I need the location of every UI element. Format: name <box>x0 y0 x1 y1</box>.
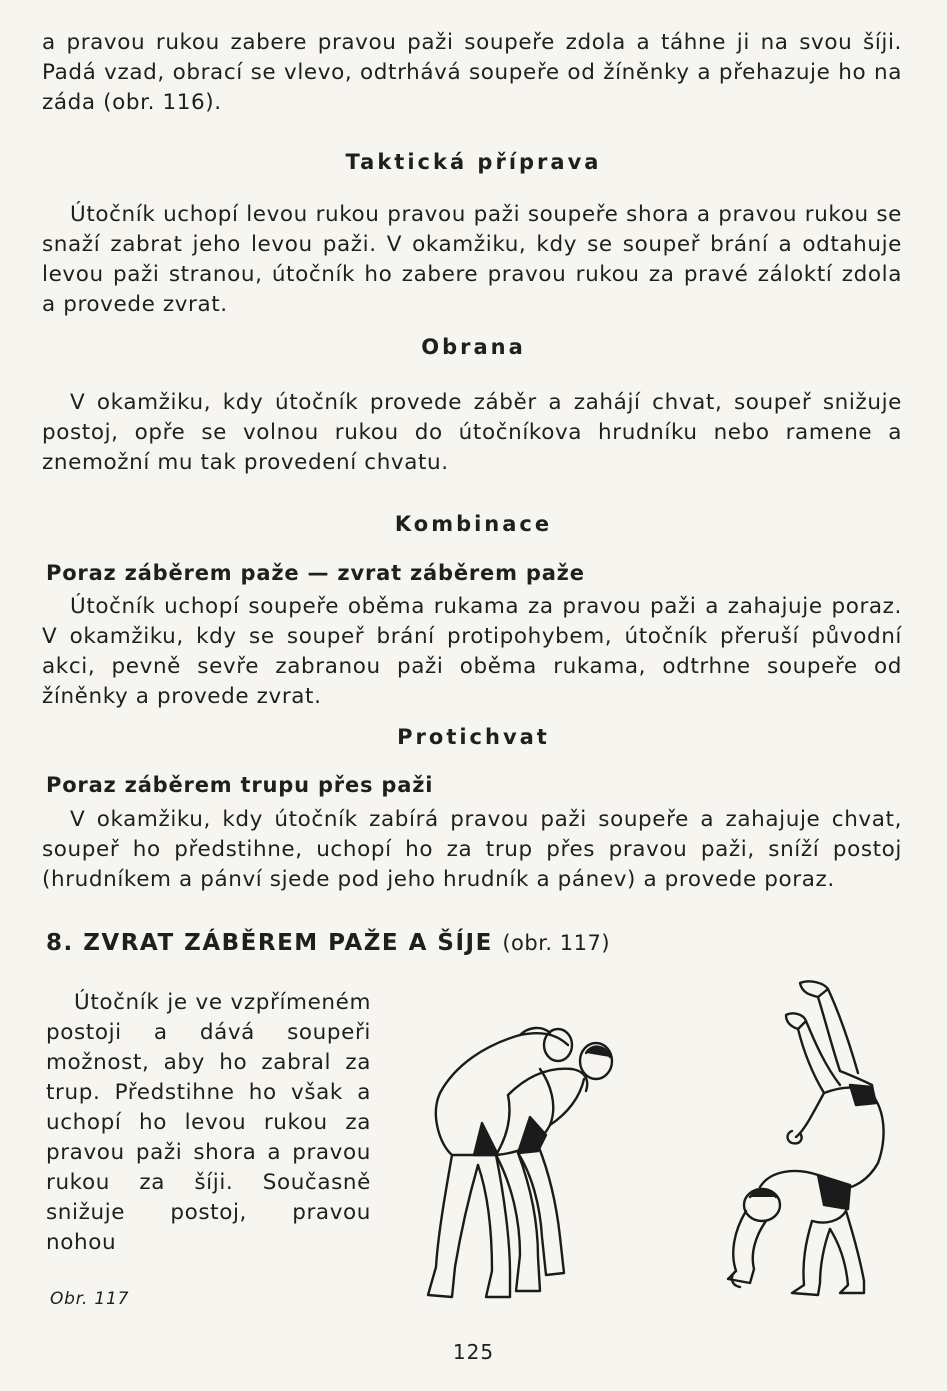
intro-paragraph: a pravou rukou zabere pravou paži soupeře zdola a táhne ji na svou šíji. Padá vzad, obrací se vlevo, odtrhává soupeře od žíněnky a přehazuje ho na záda (obr. 116). <box>42 30 902 115</box>
subheading-combination: Poraz záběrem paže — zvrat záběrem paže <box>46 561 585 585</box>
wrestlers-standing-illustration <box>400 1005 640 1305</box>
counter-paragraph: V okamžiku, kdy útočník zabírá pravou paži soupeře a zahajuje chvat, soupeř ho předstihne, uchopí ho za trup přes pravou paži, sníží postoj (hrudníkem a pánví sjede pod jeho hrudník a pánev) a provede poraz. <box>42 807 902 892</box>
heading-combination: Kombinace <box>394 512 553 536</box>
chapter-title: 8. ZVRAT ZÁBĚREM PAŽE A ŠÍJE <box>46 930 493 956</box>
figure-caption: Obr. 117 <box>50 1289 130 1309</box>
defense-paragraph: V okamžiku, kdy útočník provede záběr a zahájí chvat, soupeř snižuje postoj, opře se volnou rukou do útočníkova hrudníku nebo ramene a znemožní mu tak provedení chvatu. <box>42 390 902 475</box>
combination-paragraph: Útočník uchopí soupeře oběma rukama za pravou paži a zahajuje poraz. V okamžiku, kdy se soupeř brání protipohybem, útočník přeruší původní akci, pevně sevře zabranou paži oběma rukama, odtrhne soupeře od žíněnky a provede zvrat. <box>42 594 902 709</box>
subheading-counter: Poraz záběrem trupu přes paži <box>46 773 434 797</box>
chapter-heading <box>46 930 610 956</box>
wrestlers-throw-illustration <box>700 975 900 1305</box>
heading-defense: Obrana <box>421 335 526 359</box>
heading-counter: Protichvat <box>397 725 550 749</box>
heading-tactical: Taktická příprava <box>345 150 602 174</box>
chapter-paragraph: Útočník je ve vzpřímeném postoji a dává soupeři možnost, aby ho zabral za trup. Předstihne ho však a uchopí ho levou rukou za pravou paži shora a pravou rukou za šíji. Současně snižuje postoj, pravou nohou <box>46 990 371 1255</box>
chapter-figure-ref: (obr. 117) <box>502 931 611 955</box>
page-number: 125 <box>452 1340 495 1364</box>
tactical-paragraph: Útočník uchopí levou rukou pravou paži soupeře shora a pravou rukou se snaží zabrat jeho levou paži. V okamžiku, kdy se soupeř brání a odtahuje levou paži stranou, útočník ho zabere pravou rukou za pravé záloktí zdola a provede zvrat. <box>42 202 902 317</box>
